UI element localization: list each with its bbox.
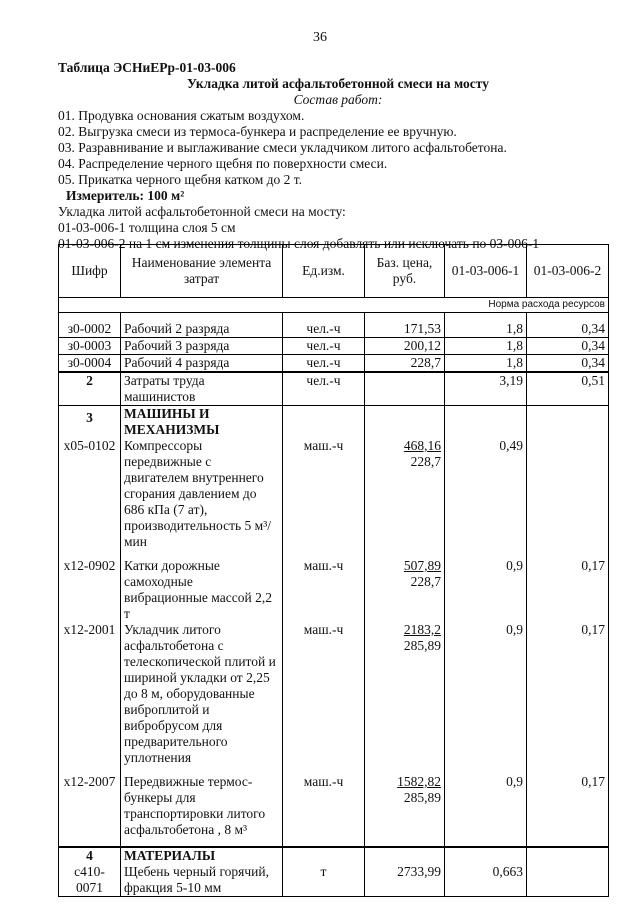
row-code: х05-0102 — [59, 438, 121, 550]
row-unit: чел.-ч — [283, 372, 365, 406]
work-heading: Состав работ: — [293, 92, 383, 107]
row-v1: 0,9 — [445, 774, 527, 838]
work-item: 01. Продувка основания сжатым воздухом. — [58, 108, 305, 123]
row-unit: чел.-ч — [283, 338, 365, 355]
row-code: з0-0002 — [59, 321, 121, 338]
row-name: Компрессоры передвижные с двигателем внутреннего сгорания давлением до 686 кПа (7 ат), производительность 5 м³/мин — [121, 438, 283, 550]
row-v1: 1,8 — [445, 338, 527, 355]
row-v1: 0,9 — [445, 622, 527, 766]
col-unit: Ед.изм. — [283, 245, 365, 298]
table-row — [59, 622, 609, 766]
table-row — [59, 864, 609, 897]
row-unit: маш.-ч — [283, 622, 365, 766]
row-v2 — [527, 438, 609, 550]
section-code: 4 — [59, 847, 121, 864]
row-price: 468,16 — [403, 438, 441, 453]
variant-item: 01-03-006-1 толщина слоя 5 см — [58, 220, 236, 235]
row-unit: т — [283, 864, 365, 897]
row-code: х12-0902 — [59, 558, 121, 622]
row-v2: 0,34 — [527, 338, 609, 355]
col-v1: 01-03-006-1 — [445, 245, 527, 298]
row-v1: 0,9 — [445, 558, 527, 622]
row-name: Рабочий 2 разряда — [121, 321, 283, 338]
table-row — [59, 321, 609, 338]
page-number: 36 — [313, 30, 327, 45]
row-name: Катки дорожные самоходные вибрационные массой 2,2 т — [121, 558, 283, 622]
row-price: 228,7 — [365, 355, 445, 373]
row-v1: 1,8 — [445, 355, 527, 373]
row-price: 507,89 — [403, 558, 441, 573]
table-name: Укладка литой асфальтобетонной смеси на мосту — [187, 76, 489, 91]
variant-item: 01-03-006-2 на 1 см изменения толщины слоя добавлять или исключать по 03-006-1 — [58, 236, 540, 251]
row-v2: 0,17 — [527, 558, 609, 622]
col-code: Шифр — [59, 245, 121, 298]
row-v1: 0,663 — [445, 864, 527, 897]
row-name: Передвижные термос-бункеры для транспортировки литого асфальтобетона , 8 м³ — [121, 774, 283, 838]
row-v2 — [527, 864, 609, 897]
row-name: Затраты труда машинистов — [121, 372, 283, 406]
row-price-operator: 228,7 — [410, 574, 441, 589]
row-price: 200,12 — [365, 338, 445, 355]
row-unit: маш.-ч — [283, 558, 365, 622]
work-item: 05. Прикатка черного щебня катком до 2 т. — [58, 172, 303, 187]
section-code: 3 — [59, 406, 121, 439]
table-header-row — [59, 245, 609, 298]
row-code: х12-2001 — [59, 622, 121, 766]
row-name: Рабочий 3 разряда — [121, 338, 283, 355]
row-v2: 0,51 — [527, 372, 609, 406]
section-title: МАШИНЫ И МЕХАНИЗМЫ — [121, 406, 283, 439]
row-unit: чел.-ч — [283, 355, 365, 373]
row-name: Щебень черный горячий, фракция 5-10 мм — [121, 864, 283, 897]
col-name: Наименование элемента затрат — [121, 245, 283, 298]
work-item: 02. Выгрузка смеси из термоса-бункера и распределение ее вручную. — [58, 124, 457, 139]
row-code: з0-0004 — [59, 355, 121, 373]
table-code: Таблица ЭСНиЕРр-01-03-006 — [58, 60, 236, 75]
row-price-operator: 285,89 — [403, 638, 441, 653]
table-row — [59, 438, 609, 550]
row-v1: 0,49 — [445, 438, 527, 550]
row-code: з0-0003 — [59, 338, 121, 355]
row-price — [365, 372, 445, 406]
work-item: 04. Распределение черного щебня по поверхности смеси. — [58, 156, 388, 171]
norm-table — [58, 244, 609, 897]
row-v1: 1,8 — [445, 321, 527, 338]
intro-text: Укладка литой асфальтобетонной смеси на мосту: — [58, 204, 346, 219]
table-row — [59, 338, 609, 355]
row-v1: 3,19 — [445, 372, 527, 406]
row-name: Рабочий 4 разряда — [121, 355, 283, 373]
row-name: Укладчик литого асфальтобетона с телескопической плитой и шириной укладки от 2,25 до 8 м, оборудованные виброплитой и вибробрусом для предварительного уплотнения — [121, 622, 283, 766]
norm-row — [59, 298, 609, 313]
row-price: 171,53 — [365, 321, 445, 338]
row-price-operator: 285,89 — [403, 790, 441, 805]
table-row — [59, 558, 609, 622]
table-row — [59, 774, 609, 838]
operators-row — [59, 372, 609, 406]
row-price: 2733,99 — [365, 864, 445, 897]
norm-label: Норма расхода ресурсов — [59, 298, 609, 313]
col-v2: 01-03-006-2 — [527, 245, 609, 298]
table-row — [59, 355, 609, 373]
row-code: с410-0071 — [59, 864, 121, 897]
row-price: 2183,2 — [403, 622, 441, 637]
section-row — [59, 847, 609, 864]
row-code: 2 — [59, 372, 121, 406]
row-code: х12-2007 — [59, 774, 121, 838]
document-header — [58, 60, 618, 252]
row-price: 1582,82 — [397, 774, 441, 789]
meter: Измеритель: 100 м² — [66, 188, 185, 203]
row-unit: маш.-ч — [283, 774, 365, 838]
row-price-operator: 228,7 — [410, 454, 441, 469]
section-title: МАТЕРИАЛЫ — [121, 847, 283, 864]
section-row — [59, 406, 609, 439]
row-v2: 0,34 — [527, 321, 609, 338]
row-v2: 0,34 — [527, 355, 609, 373]
row-unit: маш.-ч — [283, 438, 365, 550]
row-v2: 0,17 — [527, 622, 609, 766]
col-price: Баз. цена, руб. — [365, 245, 445, 298]
row-unit: чел.-ч — [283, 321, 365, 338]
row-v2: 0,17 — [527, 774, 609, 838]
work-item: 03. Разравнивание и выглаживание смеси укладчиком литого асфальтобетона. — [58, 140, 507, 155]
